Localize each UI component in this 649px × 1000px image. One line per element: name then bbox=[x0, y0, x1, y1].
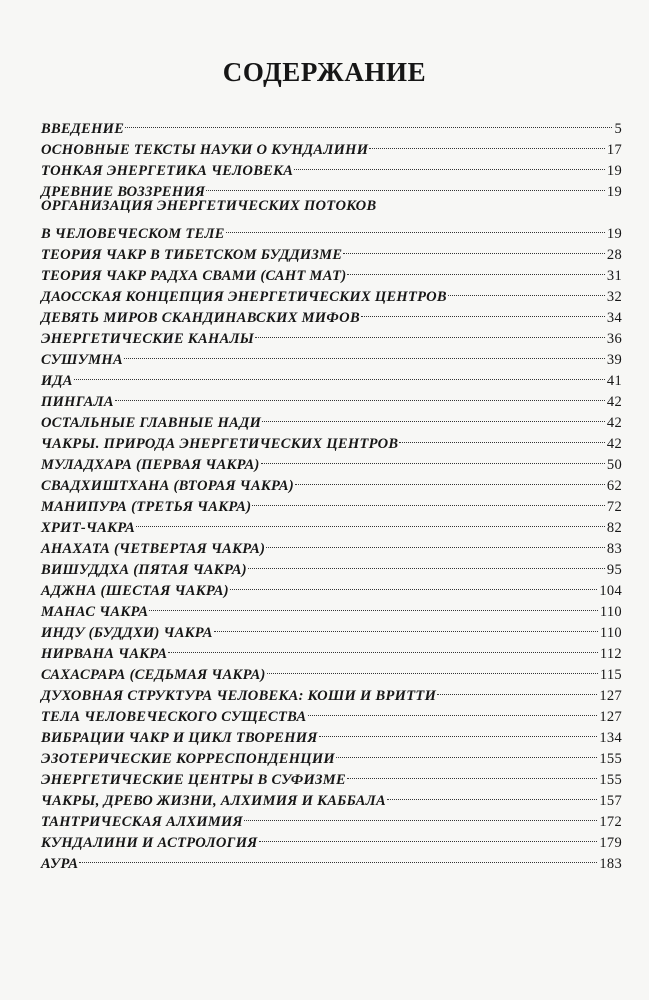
toc-entry-page-number: 31 bbox=[606, 268, 622, 284]
dot-leader bbox=[387, 784, 597, 805]
toc-entry-page-number: 72 bbox=[606, 499, 622, 515]
dot-leader bbox=[230, 574, 598, 595]
dot-leader bbox=[343, 238, 605, 259]
dot-leader bbox=[244, 805, 597, 826]
dot-leader bbox=[136, 511, 605, 532]
toc-entry-title: СУШУМНА bbox=[41, 352, 123, 368]
toc-entry-page-number: 157 bbox=[599, 793, 622, 809]
toc-entry bbox=[41, 385, 622, 410]
toc-entry-title: ДАОССКАЯ КОНЦЕПЦИЯ ЭНЕРГЕТИЧЕСКИХ ЦЕНТРОВ bbox=[41, 289, 447, 305]
dot-leader bbox=[149, 595, 598, 616]
toc-entry-title: ОРГАНИЗАЦИЯ ЭНЕРГЕТИЧЕСКИХ ПОТОКОВ bbox=[41, 198, 377, 214]
toc-entry-title: ТАНТРИЧЕСКАЯ АЛХИМИЯ bbox=[41, 814, 243, 830]
toc-entry-page-number: 83 bbox=[606, 541, 622, 557]
dot-leader bbox=[226, 217, 605, 238]
toc-entry-page-number: 39 bbox=[606, 352, 622, 368]
toc-entry-page-number: 28 bbox=[606, 247, 622, 263]
dot-leader bbox=[115, 385, 605, 406]
toc-entry-page-number: 155 bbox=[599, 751, 622, 767]
dot-leader bbox=[259, 826, 598, 847]
toc-entry bbox=[41, 112, 622, 137]
dot-leader bbox=[124, 343, 605, 364]
toc-entry-page-number: 112 bbox=[599, 646, 622, 662]
toc-entry-title: ИНДУ (БУДДХИ) ЧАКРА bbox=[41, 625, 213, 641]
toc-entry bbox=[41, 196, 622, 217]
toc-entry bbox=[41, 847, 622, 872]
toc-entry-title: ТЕОРИЯ ЧАКР РАДХА СВАМИ (САНТ МАТ) bbox=[41, 268, 347, 284]
dot-leader bbox=[294, 154, 605, 175]
toc-entry-title: ТЕОРИЯ ЧАКР В ТИБЕТСКОМ БУДДИЗМЕ bbox=[41, 247, 343, 263]
dot-leader bbox=[361, 301, 605, 322]
toc-entry-page-number: 183 bbox=[599, 856, 622, 872]
toc-entry bbox=[41, 217, 622, 242]
toc-entry-page-number: 115 bbox=[599, 667, 622, 683]
toc-entry-page-number: 36 bbox=[606, 331, 622, 347]
dot-leader bbox=[308, 700, 598, 721]
toc-entry-title: ВВЕДЕНИЕ bbox=[41, 121, 125, 137]
toc-entry-title: ВИБРАЦИИ ЧАКР И ЦИКЛ ТВОРЕНИЯ bbox=[41, 730, 318, 746]
toc-entry-title: АНАХАТА (ЧЕТВЕРТАЯ ЧАКРА) bbox=[41, 541, 266, 557]
toc-entry-title: ТЕЛА ЧЕЛОВЕЧЕСКОГО СУЩЕСТВА bbox=[41, 709, 307, 725]
toc-entry-page-number: 50 bbox=[606, 457, 622, 473]
toc-entry-title: ТОНКАЯ ЭНЕРГЕТИКА ЧЕЛОВЕКА bbox=[41, 163, 294, 179]
toc-entry-page-number: 34 bbox=[606, 310, 622, 326]
dot-leader bbox=[347, 259, 604, 280]
toc-entry-title: АДЖНА (ШЕСТАЯ ЧАКРА) bbox=[41, 583, 229, 599]
toc-entry-title: ПИНГАЛА bbox=[41, 394, 114, 410]
toc-entry-page-number: 127 bbox=[599, 688, 622, 704]
dot-leader bbox=[252, 490, 605, 511]
dot-leader bbox=[255, 322, 605, 343]
toc-entry-page-number: 41 bbox=[606, 373, 622, 389]
toc-entry-page-number: 62 bbox=[606, 478, 622, 494]
toc-entry-page-number: 110 bbox=[599, 625, 622, 641]
toc-entry-page-number: 95 bbox=[606, 562, 622, 578]
toc-entry-page-number: 17 bbox=[606, 142, 622, 158]
toc-entry-page-number: 19 bbox=[606, 163, 622, 179]
dot-leader bbox=[74, 364, 605, 385]
toc-entry-page-number: 32 bbox=[606, 289, 622, 305]
dot-leader bbox=[262, 406, 605, 427]
toc-entry-page-number: 127 bbox=[599, 709, 622, 725]
toc-entry-page-number: 42 bbox=[606, 436, 622, 452]
dot-leader bbox=[336, 742, 597, 763]
toc-entry-title: ДЕВЯТЬ МИРОВ СКАНДИНАВСКИХ МИФОВ bbox=[41, 310, 360, 326]
toc-entry-title: СВАДХИШТХАНА (ВТОРАЯ ЧАКРА) bbox=[41, 478, 295, 494]
toc-entry-title: МУЛАДХАРА (ПЕРВАЯ ЧАКРА) bbox=[41, 457, 260, 473]
dot-leader bbox=[125, 112, 612, 133]
toc-entry-page-number: 82 bbox=[606, 520, 622, 536]
toc-entry-title: ЭЗОТЕРИЧЕСКИЕ КОРРЕСПОНДЕНЦИИ bbox=[41, 751, 336, 767]
dot-leader bbox=[266, 532, 605, 553]
toc-entry-page-number: 5 bbox=[614, 121, 622, 137]
toc-entry-page-number: 42 bbox=[606, 415, 622, 431]
toc-entry-title: ОСНОВНЫЕ ТЕКСТЫ НАУКИ О КУНДАЛИНИ bbox=[41, 142, 369, 158]
dot-leader bbox=[79, 847, 597, 868]
toc-entry-title: КУНДАЛИНИ И АСТРОЛОГИЯ bbox=[41, 835, 258, 851]
toc-entry-page-number: 155 bbox=[599, 772, 622, 788]
toc-entry-page-number: 179 bbox=[599, 835, 622, 851]
toc-entry-title: МАНИПУРА (ТРЕТЬЯ ЧАКРА) bbox=[41, 499, 252, 515]
dot-leader bbox=[295, 469, 605, 490]
toc-entry-title: МАНАС ЧАКРА bbox=[41, 604, 149, 620]
toc-entry-title: ХРИТ-ЧАКРА bbox=[41, 520, 136, 536]
toc-entry-title: ЭНЕРГЕТИЧЕСКИЕ ЦЕНТРЫ В СУФИЗМЕ bbox=[41, 772, 346, 788]
toc-entry-title: ДРЕВНИЕ ВОЗЗРЕНИЯ bbox=[41, 184, 206, 200]
toc-entry-title: В ЧЕЛОВЕЧЕСКОМ ТЕЛЕ bbox=[41, 226, 225, 242]
dot-leader bbox=[319, 721, 598, 742]
toc-entry-page-number: 134 bbox=[599, 730, 622, 746]
dot-leader bbox=[261, 448, 605, 469]
toc-entry-title: ЭНЕРГЕТИЧЕСКИЕ КАНАЛЫ bbox=[41, 331, 255, 347]
toc-entry-title: ИДА bbox=[41, 373, 73, 389]
dot-leader bbox=[448, 280, 605, 301]
dot-leader bbox=[437, 679, 597, 700]
toc-entry-page-number: 172 bbox=[599, 814, 622, 830]
dot-leader bbox=[369, 133, 605, 154]
dot-leader bbox=[347, 763, 597, 784]
toc-entry bbox=[41, 343, 622, 368]
toc-entry-title: ДУХОВНАЯ СТРУКТУРА ЧЕЛОВЕКА: КОШИ И ВРИТТИ bbox=[41, 688, 437, 704]
toc-entry bbox=[41, 133, 622, 158]
dot-leader bbox=[399, 427, 605, 448]
toc-entry-title: ЧАКРЫ. ПРИРОДА ЭНЕРГЕТИЧЕСКИХ ЦЕНТРОВ bbox=[41, 436, 399, 452]
toc-entry-page-number: 42 bbox=[606, 394, 622, 410]
dot-leader bbox=[248, 553, 605, 574]
toc-entry-title: АУРА bbox=[41, 856, 79, 872]
dot-leader bbox=[206, 175, 605, 196]
table-of-contents bbox=[41, 112, 622, 872]
page-title: СОДЕРЖАНИЕ bbox=[222, 57, 427, 87]
dot-leader bbox=[214, 616, 598, 637]
toc-entry-page-number: 19 bbox=[606, 184, 622, 200]
toc-entry-title: ОСТАЛЬНЫЕ ГЛАВНЫЕ НАДИ bbox=[41, 415, 262, 431]
toc-entry-page-number: 104 bbox=[599, 583, 622, 599]
toc-entry bbox=[41, 364, 622, 389]
toc-entry bbox=[41, 406, 622, 431]
dot-leader bbox=[267, 658, 598, 679]
dot-leader bbox=[168, 637, 598, 658]
toc-entry-title: ЧАКРЫ, ДРЕВО ЖИЗНИ, АЛХИМИЯ И КАББАЛА bbox=[41, 793, 386, 809]
toc-entry-title: НИРВАНА ЧАКРА bbox=[41, 646, 168, 662]
toc-entry-title: САХАСРАРА (СЕДЬМАЯ ЧАКРА) bbox=[41, 667, 266, 683]
toc-entry-page-number: 19 bbox=[606, 226, 622, 242]
toc-entry-title: ВИШУДДХА (ПЯТАЯ ЧАКРА) bbox=[41, 562, 247, 578]
toc-entry-page-number: 110 bbox=[599, 604, 622, 620]
